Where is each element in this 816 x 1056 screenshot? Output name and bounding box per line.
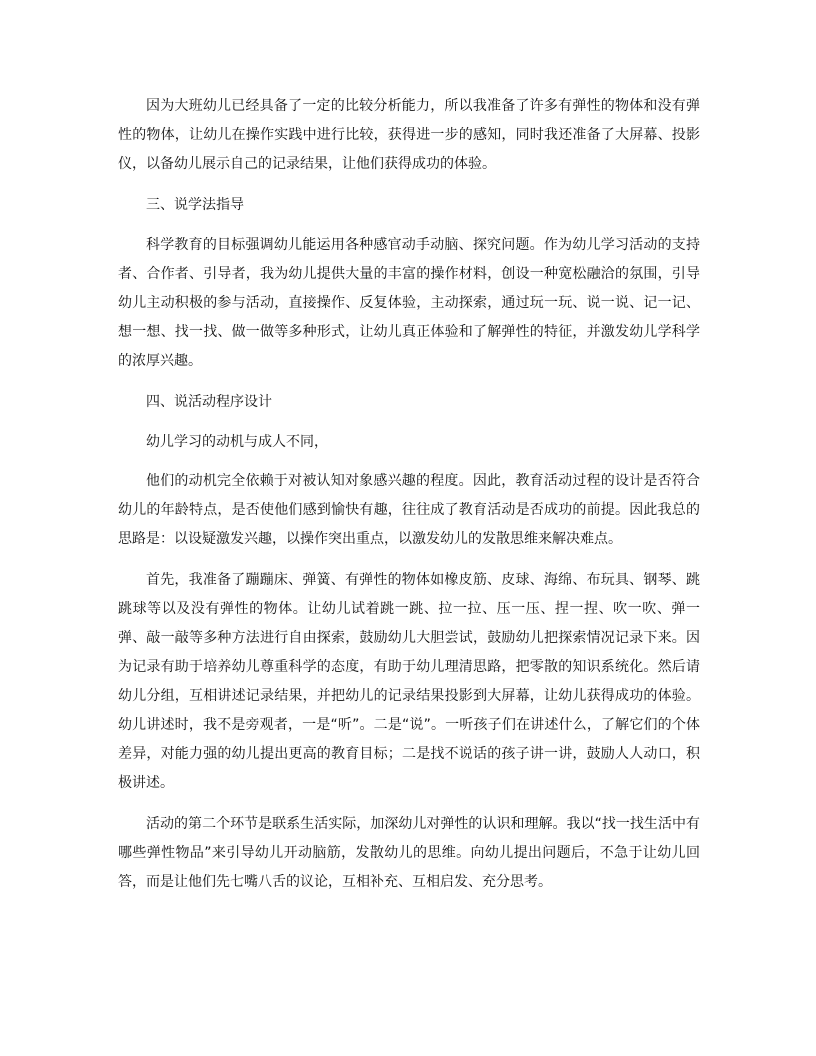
paragraph-materials: 因为大班幼儿已经具备了一定的比较分析能力，所以我准备了许多有弹性的物体和没有弹性的物体，让幼儿在操作实践中进行比较，获得进一步的感知，同时我还准备了大屏幕、投影仪，以备幼儿展示自己的记录结果，让他们获得成功的体验。 [118,98,700,172]
paragraph-motivation-intro: 幼儿学习的动机与成人不同， [146,434,328,450]
paragraph-second-step: 活动的第二个环节是联系生活实际，加深幼儿对弹性的认识和理解。我以“找一找生活中有哪些弹性物品”来引导幼儿开动脑筋，发散幼儿的思维。向幼儿提出问题后，不急于让幼儿回答，而是让他们先七嘴八舌的议论，互相补充、互相启发、充分思考。 [118,816,700,890]
section-heading-activity-design: 四、说活动程序设计 [146,394,272,410]
paragraph-design-approach: 他们的动机完全依赖于对被认知对象感兴趣的程度。因此，教育活动过程的设计是否符合幼儿的年龄特点，是否使他们感到愉快有趣，往往成了教育活动是否成功的前提。因此我总的思路是：以设疑激发兴趣，以操作突出重点，以激发幼儿的发散思维来解决难点。 [118,473,700,547]
section-heading-learning-guidance: 三、说学法指导 [146,197,244,213]
paragraph-first-step: 首先，我准备了蹦蹦床、弹簧、有弹性的物体如橡皮筋、皮球、海绵、布玩具、钢琴、跳跳球等以及没有弹性的物体。让幼儿试着跳一跳、拉一拉、压一压、捏一捏、吹一吹、弹一弹、敲一敲等多种方法进行自由探索，鼓励幼儿大胆尝试，鼓励幼儿把探索情况记录下来。因为记录有助于培养幼儿尊重科学的态度，有助于幼儿理清思路，把零散的知识系统化。然后请幼儿分组，互相讲述记录结果，并把幼儿的记录结果投影到大屏幕，让幼儿获得成功的体验。幼儿讲述时，我不是旁观者，一是“听”。二是“说”。一听孩子们在讲述什么，了解它们的个体差异，对能力强的幼儿提出更高的教育目标；二是找不说话的孩子讲一讲，鼓励人人动口，积极讲述。 [118,572,700,791]
document-page [118,92,700,909]
paragraph-science-education: 科学教育的目标强调幼儿能运用各种感官动手动脑、探究问题。作为幼儿学习活动的支持者、合作者、引导者，我为幼儿提供大量的丰富的操作材料，创设一种宽松融洽的氛围，引导幼儿主动积极的参与活动，直接操作、反复体验，主动探索，通过玩一玩、说一说、记一记、想一想、找一找、做一做等多种形式，让幼儿真正体验和了解弹性的特征，并激发幼儿学科学的浓厚兴趣。 [118,237,700,369]
